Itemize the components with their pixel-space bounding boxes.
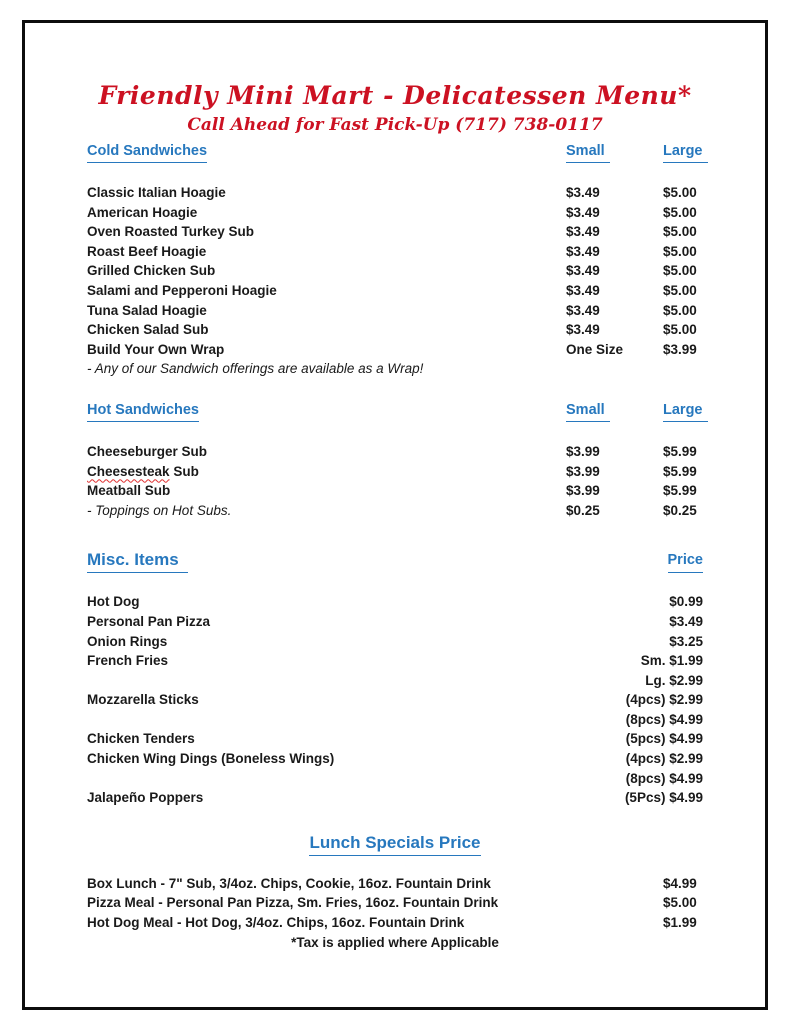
menu-item-row (87, 320, 703, 340)
item-name: Box Lunch - 7" Sub, 3/4oz. Chips, Cookie, 16oz. Fountain Drink (87, 875, 491, 891)
item-price-small: $3.99 (566, 463, 600, 479)
item-name: Grilled Chicken Sub (87, 263, 216, 279)
item-price-large: $5.00 (663, 204, 697, 220)
item-price: Sm. $1.99 (640, 653, 703, 669)
item-price-small: $0.25 (566, 502, 600, 518)
item-price-large: $5.99 (663, 463, 697, 479)
menu-item-row (87, 749, 703, 769)
page-border (22, 20, 768, 1010)
item-name: Tuna Salad Hoagie (87, 302, 207, 318)
item-price-large: $5.00 (663, 224, 697, 240)
item-price-small: $3.99 (566, 443, 600, 459)
item-name: Mozzarella Sticks (87, 692, 199, 708)
item-price: $5.00 (663, 895, 697, 911)
menu-item-row (87, 203, 703, 223)
item-name: Meatball Sub (87, 483, 171, 499)
item-price-large: $5.00 (663, 302, 697, 318)
item-price-large: $5.00 (663, 282, 697, 298)
item-price-small: $3.99 (566, 483, 600, 499)
item-price-large: $3.99 (663, 341, 697, 357)
menu-item-row (87, 222, 703, 242)
cold-sandwiches-header-row (87, 140, 703, 163)
section-cold-sandwiches (87, 140, 703, 379)
menu-item-row (87, 671, 703, 691)
item-price-large: $5.99 (663, 443, 697, 459)
menu-item-row (87, 501, 703, 521)
item-price: (4pcs) $2.99 (625, 751, 703, 767)
item-price: (5pcs) $4.99 (625, 731, 703, 747)
item-price: $4.99 (663, 875, 697, 891)
menu-item-row (87, 481, 703, 501)
item-name: Chicken Wing Dings (Boneless Wings) (87, 751, 335, 767)
menu-item-row (87, 729, 703, 749)
hot-sandwiches-rows (87, 442, 703, 520)
tax-footnote: *Tax is applied where Applicable (291, 934, 499, 950)
lunch-specials-rows (87, 874, 703, 933)
cold-sandwiches-rows (87, 183, 703, 379)
item-price-small: $3.49 (566, 302, 600, 318)
menu-item-row (87, 710, 703, 730)
item-price-large (663, 359, 703, 379)
menu-item-row (87, 874, 703, 894)
menu-item-row (87, 281, 703, 301)
item-price: Lg. $2.99 (645, 672, 703, 688)
item-name: French Fries (87, 653, 169, 669)
menu-item-row (87, 242, 703, 262)
item-price-small: One Size (566, 341, 624, 357)
item-name: Roast Beef Hoagie (87, 243, 207, 259)
item-name: Classic Italian Hoagie (87, 185, 226, 200)
misc-items-heading: Misc. Items (87, 548, 188, 573)
item-price: $3.25 (669, 633, 703, 649)
menu-item-row (87, 301, 703, 321)
hot-large-column-header: Large (663, 399, 708, 422)
menu-document (87, 23, 703, 952)
menu-item-row (87, 769, 703, 789)
item-name: Personal Pan Pizza (87, 613, 211, 629)
item-name: Pizza Meal - Personal Pan Pizza, Sm. Fries, 16oz. Fountain Drink (87, 895, 499, 911)
item-price-small: $3.49 (566, 243, 600, 259)
menu-title: Friendly Mini Mart - Delicatessen Menu* (98, 81, 692, 110)
item-name: Hot Dog (87, 594, 140, 610)
item-name: Jalapeño Poppers (87, 790, 204, 806)
item-name: Cheeseburger Sub (87, 443, 208, 459)
item-name: Hot Dog Meal - Hot Dog, 3/4oz. Chips, 16oz. Fountain Drink (87, 915, 465, 931)
item-price-small: $3.49 (566, 185, 600, 200)
menu-item-row (87, 913, 703, 933)
item-price-large: $5.00 (663, 263, 697, 279)
section-lunch-specials (87, 831, 703, 952)
misc-items-rows (87, 592, 703, 808)
item-price-large: $5.00 (663, 243, 697, 259)
item-price-large: $0.25 (663, 502, 697, 518)
section-misc-items (87, 548, 703, 808)
item-name (87, 769, 583, 789)
menu-item-row (87, 690, 703, 710)
item-name: - Any of our Sandwich offerings are available as a Wrap! (87, 361, 424, 377)
menu-item-row (87, 462, 703, 482)
menu-item-row (87, 261, 703, 281)
item-price: (5Pcs) $4.99 (624, 790, 703, 806)
menu-subtitle: Call Ahead for Fast Pick-Up (717) 738-0117 (187, 115, 603, 135)
menu-item-row (87, 612, 703, 632)
item-price-small: $3.49 (566, 263, 600, 279)
item-name: Salami and Pepperoni Hoagie (87, 282, 277, 298)
cold-large-column-header: Large (663, 140, 708, 163)
cold-small-column-header: Small (566, 140, 610, 163)
cold-sandwiches-heading: Cold Sandwiches (87, 140, 207, 163)
item-price-large: $5.00 (663, 322, 697, 338)
item-price-small: $3.49 (566, 282, 600, 298)
item-price-small: $3.49 (566, 322, 600, 338)
menu-item-row (87, 651, 703, 671)
hot-small-column-header: Small (566, 399, 610, 422)
item-name: Onion Rings (87, 633, 168, 649)
item-name: Chicken Salad Sub (87, 322, 209, 338)
item-price: $0.99 (669, 594, 703, 610)
item-price-large: $5.00 (663, 185, 697, 200)
item-name (87, 671, 583, 691)
menu-item-row (87, 183, 703, 203)
misc-price-column-header: Price (668, 548, 703, 573)
item-price: (8pcs) $4.99 (625, 770, 703, 786)
menu-item-row (87, 340, 703, 360)
menu-item-row (87, 632, 703, 652)
hot-sandwiches-heading: Hot Sandwiches (87, 399, 199, 422)
item-name: Oven Roasted Turkey Sub (87, 224, 255, 240)
item-name (87, 710, 583, 730)
lunch-specials-heading: Lunch Specials Price (309, 831, 480, 856)
item-price-large: $5.99 (663, 483, 697, 499)
lunch-specials-header-row (87, 831, 703, 856)
menu-item-row (87, 592, 703, 612)
item-price: (4pcs) $2.99 (625, 692, 703, 708)
menu-item-row (87, 442, 703, 462)
menu-item-row (87, 893, 703, 913)
item-price-small: $3.49 (566, 224, 600, 240)
item-name: Cheesesteak Sub (87, 463, 199, 479)
menu-item-row (87, 359, 703, 379)
item-price-small: $3.49 (566, 204, 600, 220)
menu-item-row (87, 788, 703, 808)
item-name: American Hoagie (87, 204, 198, 220)
item-price: $3.49 (669, 613, 703, 629)
item-name: Chicken Tenders (87, 731, 195, 747)
item-name: - Toppings on Hot Subs. (87, 502, 232, 518)
section-hot-sandwiches (87, 399, 703, 520)
item-price-small (566, 359, 663, 379)
item-price: $1.99 (663, 915, 697, 931)
item-price: (8pcs) $4.99 (625, 711, 703, 727)
misc-items-header-row (87, 548, 703, 573)
hot-sandwiches-header-row (87, 399, 703, 422)
item-name: Build Your Own Wrap (87, 341, 225, 357)
